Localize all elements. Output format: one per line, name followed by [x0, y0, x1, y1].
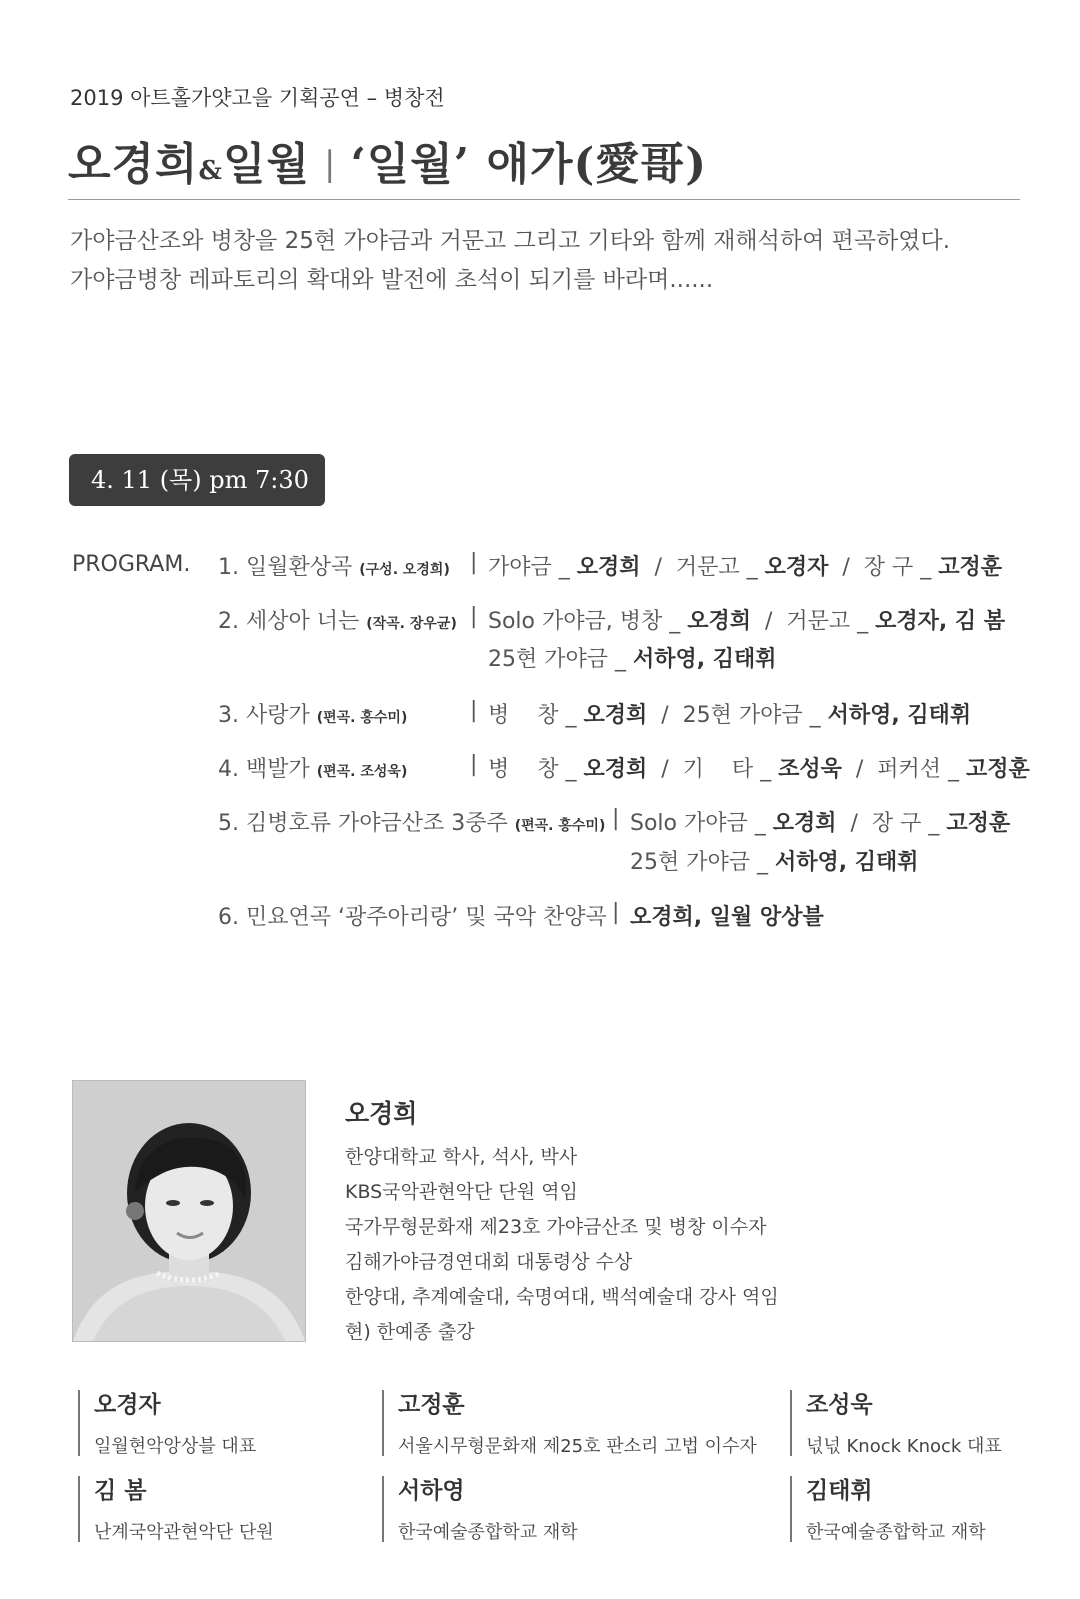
- program-title-text: 6. 민요연곡 ‘광주아리랑’ 및 국악 찬양곡: [218, 905, 607, 930]
- instrument-label: / 25현 가야금 _: [647, 703, 828, 728]
- performer-name: 오경희: [576, 555, 641, 580]
- program-label: PROGRAM.: [72, 552, 191, 577]
- instrument-label: / 퍼커션 _: [841, 757, 966, 782]
- intro-text: [70, 222, 950, 300]
- performer-name: 오경희, 일월 앙상블: [630, 905, 824, 930]
- program-title-text: 1. 일월환상곡: [218, 555, 360, 580]
- instrument-label: / 장 구 _: [828, 555, 939, 580]
- bio-line: 김해가야금경연대회 대통령상 수상: [345, 1251, 633, 1273]
- member-desc: 서울시무형문화재 제25호 판소리 고법 이수자: [398, 1436, 757, 1457]
- program-separator: |: [612, 900, 620, 925]
- member-name: 조성욱: [806, 1392, 873, 1418]
- instrument-label: 병 창 _: [488, 703, 584, 728]
- instrument-label: Solo 가야금 _: [630, 811, 773, 836]
- member-card: [382, 1476, 578, 1542]
- bio-line: 국가무형문화재 제23호 가야금산조 및 병창 이수자: [345, 1216, 767, 1238]
- program-title-text: 4. 백발가: [218, 757, 317, 782]
- instrument-label: / 기 타 _: [647, 757, 779, 782]
- instrument-label: / 거문고 _: [751, 609, 876, 634]
- instrument-label: / 장 구 _: [836, 811, 947, 836]
- member-desc: 일월현악앙상블 대표: [94, 1436, 257, 1457]
- performer-name: 서하영, 김태휘: [632, 647, 777, 672]
- title-divider: [68, 199, 1020, 200]
- performer-name: 오경희: [687, 609, 751, 634]
- member-card: [790, 1390, 1002, 1456]
- instrument-label: 25현 가야금 _: [488, 647, 633, 672]
- title-performer: 오경희: [68, 139, 199, 190]
- performer-name: 고정훈: [966, 757, 1030, 782]
- program-title-text: 2. 세상아 너는: [218, 609, 367, 634]
- program-credit: (편곡. 조성욱): [316, 764, 408, 780]
- instrument-label: / 거문고 _: [640, 555, 765, 580]
- program-performers: [488, 642, 777, 673]
- member-desc: 난계국악관현악단 단원: [94, 1522, 274, 1543]
- member-card: [78, 1476, 274, 1542]
- program-title-text: 3. 사랑가: [218, 703, 317, 728]
- title-work: ‘일월’ 애가(愛哥): [350, 139, 708, 190]
- intro-line: 가야금병창 레파토리의 확대와 발전에 초석이 되기를 바라며......: [70, 267, 714, 293]
- portrait-image: [73, 1081, 305, 1341]
- performer-name: 고정훈: [938, 555, 1003, 580]
- bio-line: KBS국악관현악단 단원 역임: [345, 1181, 578, 1203]
- program-item-title: [218, 550, 450, 581]
- member-card: [78, 1390, 256, 1456]
- title-separator: |: [324, 144, 337, 184]
- program-separator: |: [470, 550, 478, 575]
- member-card: [382, 1390, 757, 1456]
- program-item-title: [218, 604, 457, 635]
- program-credit: (편곡. 홍수미): [514, 818, 606, 834]
- instrument-label: 25현 가야금 _: [630, 850, 775, 875]
- performer-name: 서하영, 김태휘: [827, 703, 972, 728]
- performer-name: 오경자, 김 봄: [875, 609, 1006, 634]
- performer-name: 오경자: [764, 555, 829, 580]
- program-performers: [488, 550, 1002, 581]
- intro-line: 가야금산조와 병창을 25현 가야금과 거문고 그리고 기타와 함께 재해석하여 편곡하였다.: [70, 228, 951, 254]
- concert-series-subtitle: 2019 아트홀가얏고을 기획공연 – 병창전: [70, 86, 445, 110]
- program-credit: (편곡. 홍수미): [316, 710, 408, 726]
- program-item-title: [218, 698, 407, 729]
- instrument-label: 병 창 _: [488, 757, 584, 782]
- instrument-label: Solo 가야금, 병창 _: [488, 609, 688, 634]
- performer-name: 조성욱: [778, 757, 842, 782]
- program-performers: [630, 845, 919, 876]
- program-performers: [630, 806, 1010, 837]
- program-credit: (구성. 오경희): [359, 562, 450, 578]
- performer-name: 오경희: [772, 811, 837, 836]
- bio-line: 한양대, 추계예술대, 숙명여대, 백석예술대 강사 역임: [345, 1286, 779, 1308]
- program-separator: |: [612, 806, 620, 831]
- member-name: 김 봄: [94, 1478, 147, 1504]
- member-name: 고정훈: [398, 1392, 465, 1418]
- program-performers: [488, 604, 1005, 635]
- program-separator: |: [470, 698, 478, 723]
- member-desc: 한국예술종합학교 재학: [806, 1522, 986, 1543]
- performer-name: 오경희: [583, 703, 648, 728]
- instrument-label: 가야금 _: [488, 555, 577, 580]
- member-desc: 넋넋 Knock Knock 대표: [806, 1436, 1002, 1457]
- member-name: 김태휘: [806, 1478, 873, 1504]
- program-item-title: [218, 900, 607, 931]
- performer-photo: [72, 1080, 306, 1342]
- program-performers: [488, 752, 1030, 783]
- member-name: 서하영: [398, 1478, 465, 1504]
- member-desc: 한국예술종합학교 재학: [398, 1522, 578, 1543]
- page-title: [68, 128, 707, 192]
- bio-line: 현) 한예종 출강: [345, 1321, 475, 1343]
- bio-name: 오경희: [345, 1099, 418, 1128]
- member-name: 오경자: [94, 1392, 161, 1418]
- program-separator: |: [470, 604, 478, 629]
- program-separator: |: [470, 752, 478, 777]
- bio-line: 한양대학교 학사, 석사, 박사: [345, 1146, 578, 1168]
- performer-name: 고정훈: [946, 811, 1011, 836]
- program-performers: [630, 900, 824, 931]
- program-item-title: [218, 806, 605, 837]
- program-title-text: 5. 김병호류 가야금산조 3중주: [218, 811, 515, 836]
- program-item-title: [218, 752, 407, 783]
- member-card: [790, 1476, 986, 1542]
- date-badge: 4. 11 (목) pm 7:30: [69, 454, 325, 506]
- performer-name: 오경희: [583, 757, 648, 782]
- program-credit: (작곡. 장우균): [366, 616, 457, 632]
- performer-name: 서하영, 김태휘: [774, 850, 919, 875]
- program-performers: [488, 698, 971, 729]
- title-ampersand: &: [198, 156, 223, 186]
- title-ensemble: 일월: [223, 139, 311, 190]
